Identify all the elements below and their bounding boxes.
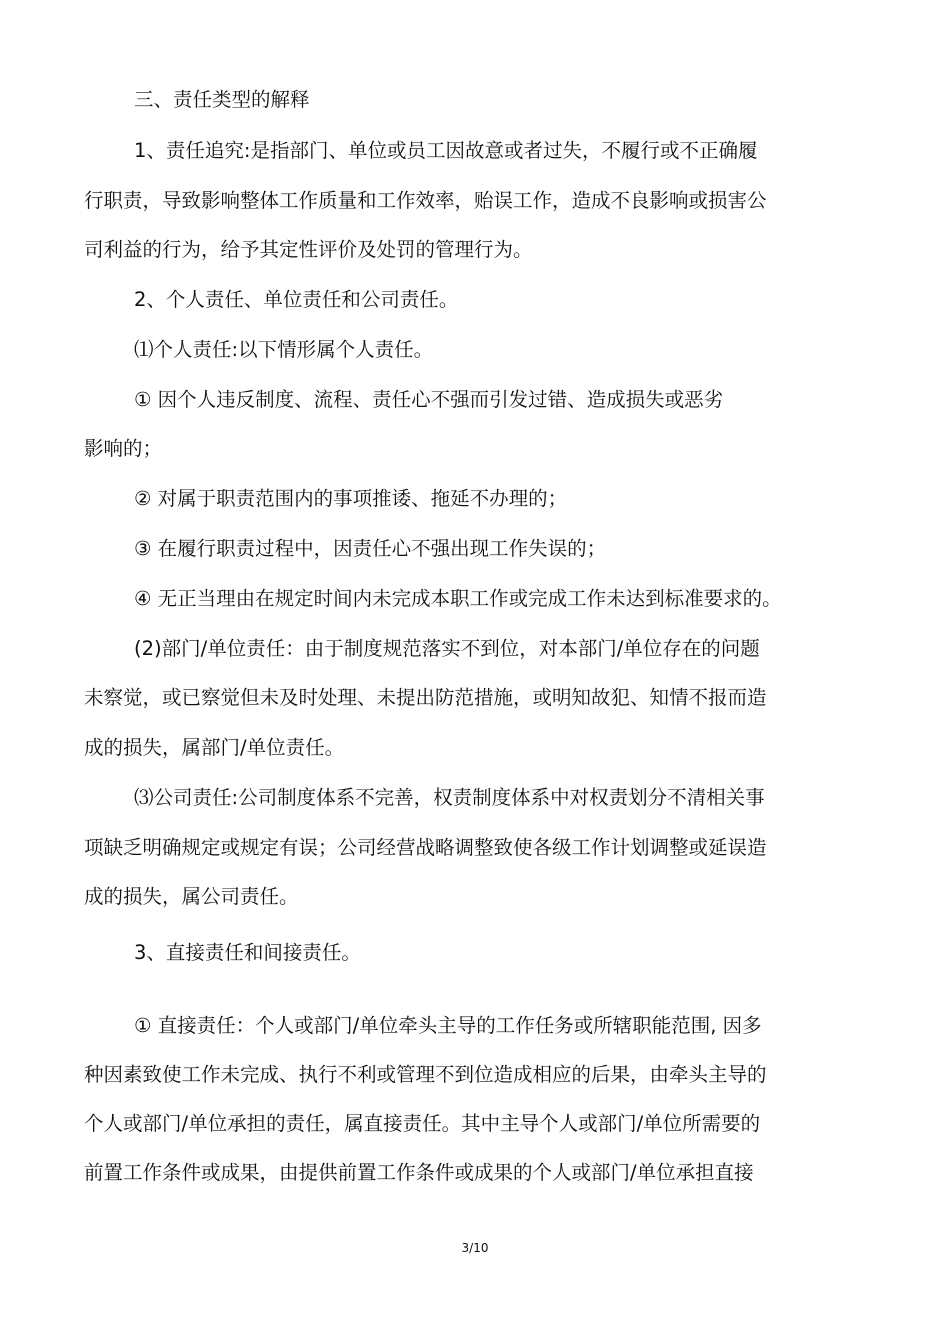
paragraph-line: 种因素致使工作未完成、执行不利或管理不到位造成相应的后果，由牵头主导的	[84, 1063, 767, 1086]
subheading: 3、直接责任和间接责任。	[134, 941, 361, 964]
paragraph-line: 司利益的行为，给予其定性评价及处罚的管理行为。	[84, 238, 533, 261]
paragraph-line: 成的损失，属部门/单位责任。	[84, 736, 345, 759]
paragraph-line: 项缺乏明确规定或规定有误；公司经营战略调整致使各级工作计划调整或延误造	[84, 836, 767, 859]
paragraph-line: 1、责任追究:是指部门、单位或员工因故意或者过失，不履行或不正确履	[134, 139, 758, 162]
subheading: ⑴个人责任:以下情形属个人责任。	[134, 338, 434, 361]
paragraph-line: ① 直接责任：个人或部门/单位牵头主导的工作任务或所辖职能范围, 因多	[134, 1014, 762, 1037]
section-heading: 三、责任类型的解释	[134, 88, 310, 111]
paragraph-line: 未察觉，或已察觉但未及时处理、未提出防范措施，或明知故犯、知情不报而造	[84, 686, 767, 709]
paragraph-line: 前置工作条件或成果，由提供前置工作条件或成果的个人或部门/单位承担直接	[84, 1161, 754, 1184]
list-item: ③ 在履行职责过程中，因责任心不强出现工作失误的；	[134, 537, 607, 560]
paragraph-line: 个人或部门/单位承担的责任，属直接责任。其中主导个人或部门/单位所需要的	[84, 1112, 761, 1135]
list-item: ② 对属于职责范围内的事项推诿、拖延不办理的；	[134, 487, 568, 510]
paragraph-line: 成的损失，属公司责任。	[84, 885, 299, 908]
subheading: 2、个人责任、单位责任和公司责任。	[134, 288, 459, 311]
paragraph-line: ⑶公司责任:公司制度体系不完善，权责制度体系中对权责划分不清相关事	[134, 786, 765, 809]
page-number: 3/10	[461, 1241, 489, 1255]
paragraph-line: 行职责，导致影响整体工作质量和工作效率，贻误工作，造成不良影响或损害公	[84, 189, 767, 212]
list-item: ① 因个人违反制度、流程、责任心不强而引发过错、造成损失或恶劣	[134, 388, 724, 411]
list-item: ④ 无正当理由在规定时间内未完成本职工作或完成工作未达到标准要求的。	[134, 587, 782, 610]
list-item-continuation: 影响的；	[84, 437, 163, 460]
paragraph-line: (2)部门/单位责任：由于制度规范落实不到位，对本部门/单位存在的问题	[134, 637, 760, 660]
